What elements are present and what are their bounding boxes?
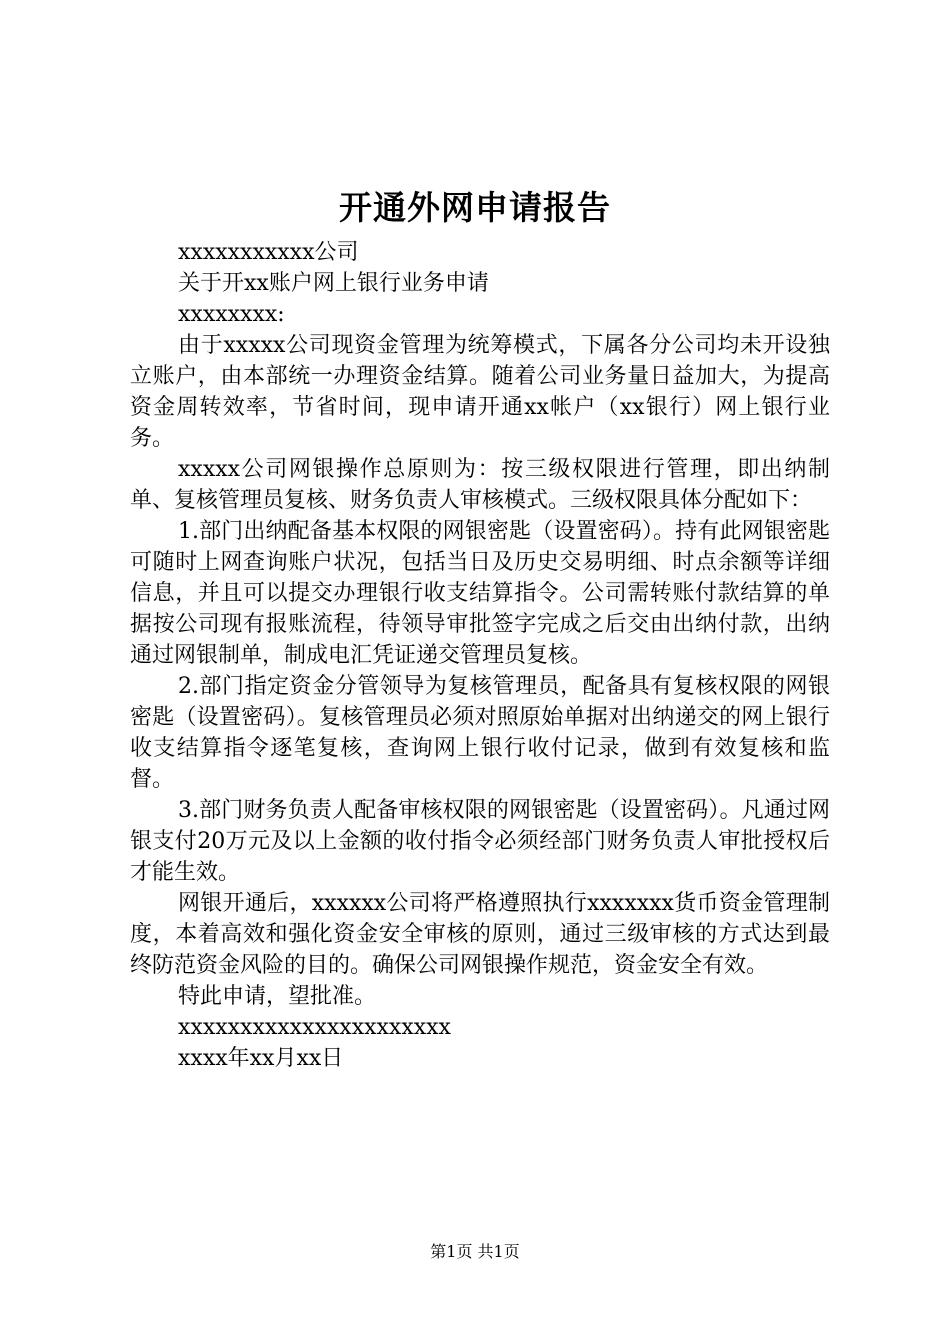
salutation: xxxxxxxx:: [178, 302, 285, 327]
document-title: 开通外网申请报告: [339, 188, 611, 227]
recipient-company: xxxxxxxxxxx公司: [178, 240, 359, 265]
subject-line: 关于开xx账户网上银行业务申请: [178, 271, 489, 296]
paragraph-background: 由于xxxxx公司现资金管理为统筹模式，下属各分公司均未开设独立账户，由本部统一办理资金结算。随着公司业务量日益加大，为提高资金周转效率，节省时间，现申请开通xx帐户（xx银行）网上银行业务。: [130, 333, 830, 451]
closing-line: 特此申请，望批准。: [178, 984, 377, 1009]
paragraph-item-3: 3.部门财务负责人配备审核权限的网银密匙（设置密码）。凡通过网银支付20万元及以上金额的收付指令必须经部门财务负责人审批授权后才能生效。: [130, 798, 830, 885]
date-line: xxxx年xx月xx日: [178, 1046, 344, 1071]
paragraph-item-1: 1.部门出纳配备基本权限的网银密匙（设置密码）。持有此网银密匙可随时上网查询账户状况，包括当日及历史交易明细、时点余额等详细信息，并且可以提交办理银行收支结算指令。公司需转账付款结算的单据按公司现有报账流程，待领导审批签字完成之后交由出纳付款，出纳通过网银制单，制成电汇凭证递交管理员复核。: [130, 519, 830, 668]
document-body: [130, 237, 830, 1074]
paragraph-principle: xxxxx公司网银操作总原则为：按三级权限进行管理，即出纳制单、复核管理员复核、财务负责人审核模式。三级权限具体分配如下：: [130, 457, 830, 513]
paragraph-item-2: 2.部门指定资金分管领导为复核管理员，配备具有复核权限的网银密匙（设置密码）。复核管理员必须对照原始单据对出纳递交的网上银行收支结算指令逐笔复核，查询网上银行收付记录，做到有效复核和监督。: [130, 674, 830, 792]
signature-line: xxxxxxxxxxxxxxxxxxxxxx: [178, 1015, 451, 1040]
paragraph-commitment: 网银开通后，xxxxxx公司将严格遵照执行xxxxxxx货币资金管理制度，本着高效和强化资金安全审核的原则，通过三级审核的方式达到最终防范资金风险的目的。确保公司网银操作规范，资金安全有效。: [130, 891, 830, 978]
page-number-footer: 第1页 共1页: [430, 1242, 520, 1261]
